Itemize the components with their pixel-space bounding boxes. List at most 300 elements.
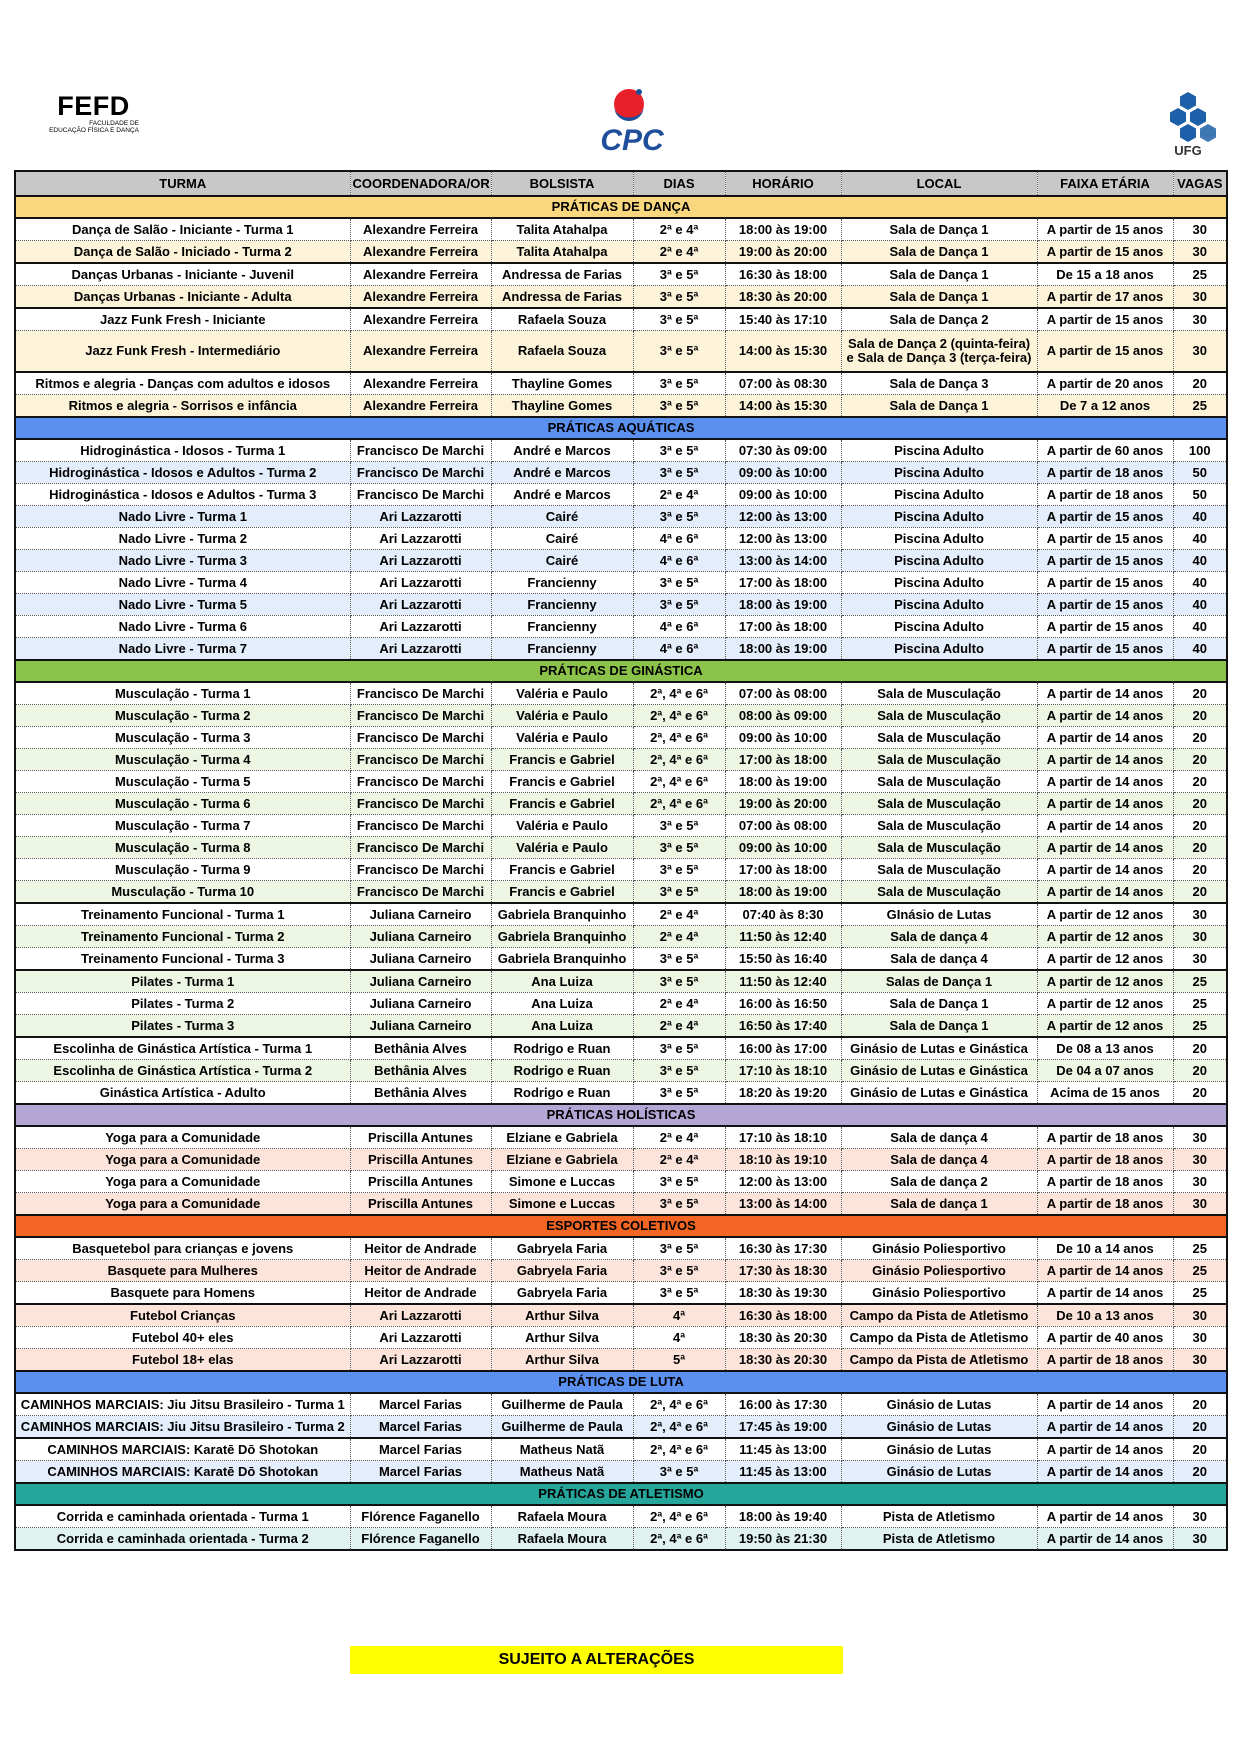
dias-cell: 3ª e 5ª bbox=[633, 837, 725, 859]
local-cell: Sala de dança 4 bbox=[841, 948, 1037, 971]
bolsista-cell: Arthur Silva bbox=[491, 1349, 633, 1372]
table-row bbox=[15, 970, 1227, 993]
faixa-etaria-cell: De 7 a 12 anos bbox=[1037, 395, 1173, 418]
local-cell: Sala de dança 4 bbox=[841, 1126, 1037, 1149]
local-cell: Sala de Musculação bbox=[841, 881, 1037, 904]
bolsista-cell: Francis e Gabriel bbox=[491, 771, 633, 793]
horario-cell: 17:00 às 18:00 bbox=[725, 572, 841, 594]
faixa-etaria-cell: A partir de 15 anos bbox=[1037, 506, 1173, 528]
vagas-cell: 40 bbox=[1173, 616, 1227, 638]
dias-cell: 2ª e 4ª bbox=[633, 903, 725, 926]
turma-cell: Hidroginástica - Idosos - Turma 1 bbox=[15, 439, 350, 462]
dias-cell: 2ª, 4ª e 6ª bbox=[633, 1505, 725, 1528]
turma-cell: Dança de Salão - Iniciante - Turma 1 bbox=[15, 218, 350, 241]
vagas-cell: 20 bbox=[1173, 859, 1227, 881]
turma-cell: Yoga para a Comunidade bbox=[15, 1171, 350, 1193]
local-cell: Piscina Adulto bbox=[841, 439, 1037, 462]
horario-cell: 17:00 às 18:00 bbox=[725, 616, 841, 638]
table-row bbox=[15, 1260, 1227, 1282]
dias-cell: 3ª e 5ª bbox=[633, 263, 725, 286]
coordenador-cell: Francisco De Marchi bbox=[350, 881, 491, 904]
bolsista-cell: Francis e Gabriel bbox=[491, 793, 633, 815]
bolsista-cell: Cairé bbox=[491, 528, 633, 550]
local-cell: GInásio de Lutas bbox=[841, 903, 1037, 926]
vagas-cell: 20 bbox=[1173, 815, 1227, 837]
bolsista-cell: Francis e Gabriel bbox=[491, 859, 633, 881]
table-row bbox=[15, 1193, 1227, 1216]
turma-cell: Pilates - Turma 2 bbox=[15, 993, 350, 1015]
dias-cell: 2ª e 4ª bbox=[633, 993, 725, 1015]
vagas-cell: 25 bbox=[1173, 1282, 1227, 1305]
coordenador-cell: Francisco De Marchi bbox=[350, 749, 491, 771]
bolsista-cell: Gabriela Branquinho bbox=[491, 926, 633, 948]
dias-cell: 3ª e 5ª bbox=[633, 881, 725, 904]
dias-cell: 2ª, 4ª e 6ª bbox=[633, 749, 725, 771]
horario-cell: 14:00 às 15:30 bbox=[725, 331, 841, 373]
vagas-cell: 20 bbox=[1173, 727, 1227, 749]
horario-cell: 17:00 às 18:00 bbox=[725, 859, 841, 881]
coordenador-cell: Ari Lazzarotti bbox=[350, 572, 491, 594]
table-row bbox=[15, 1149, 1227, 1171]
bolsista-cell: Guilherme de Paula bbox=[491, 1416, 633, 1439]
vagas-cell: 30 bbox=[1173, 1126, 1227, 1149]
faixa-etaria-cell: A partir de 14 anos bbox=[1037, 682, 1173, 705]
dias-cell: 3ª e 5ª bbox=[633, 308, 725, 331]
dias-cell: 4ª e 6ª bbox=[633, 616, 725, 638]
vagas-cell: 20 bbox=[1173, 1037, 1227, 1060]
dias-cell: 3ª e 5ª bbox=[633, 970, 725, 993]
table-row bbox=[15, 993, 1227, 1015]
horario-cell: 18:30 às 20:00 bbox=[725, 286, 841, 309]
vagas-cell: 30 bbox=[1173, 1304, 1227, 1327]
coordenador-cell: Ari Lazzarotti bbox=[350, 594, 491, 616]
local-cell: Ginásio de Lutas bbox=[841, 1461, 1037, 1484]
local-cell: Sala de dança 4 bbox=[841, 926, 1037, 948]
table-row bbox=[15, 1416, 1227, 1439]
dias-cell: 2ª, 4ª e 6ª bbox=[633, 727, 725, 749]
coordenador-cell: Ari Lazzarotti bbox=[350, 550, 491, 572]
faixa-etaria-cell: A partir de 15 anos bbox=[1037, 616, 1173, 638]
horario-cell: 07:40 às 8:30 bbox=[725, 903, 841, 926]
table-row bbox=[15, 815, 1227, 837]
bolsista-cell: Rafaela Souza bbox=[491, 308, 633, 331]
turma-cell: Musculação - Turma 6 bbox=[15, 793, 350, 815]
turma-cell: Basquete para Mulheres bbox=[15, 1260, 350, 1282]
local-cell: Sala de dança 2 bbox=[841, 1171, 1037, 1193]
dias-cell: 4ª e 6ª bbox=[633, 550, 725, 572]
bolsista-cell: Rodrigo e Ruan bbox=[491, 1082, 633, 1105]
faixa-etaria-cell: A partir de 15 anos bbox=[1037, 572, 1173, 594]
dias-cell: 2ª e 4ª bbox=[633, 484, 725, 506]
coordenador-cell: Priscilla Antunes bbox=[350, 1149, 491, 1171]
table-row bbox=[15, 395, 1227, 418]
vagas-cell: 25 bbox=[1173, 1237, 1227, 1260]
coordenador-cell: Priscilla Antunes bbox=[350, 1171, 491, 1193]
horario-cell: 18:30 às 20:30 bbox=[725, 1349, 841, 1372]
vagas-cell: 30 bbox=[1173, 241, 1227, 264]
vagas-cell: 30 bbox=[1173, 1171, 1227, 1193]
horario-cell: 12:00 às 13:00 bbox=[725, 528, 841, 550]
turma-cell: Treinamento Funcional - Turma 3 bbox=[15, 948, 350, 971]
faixa-etaria-cell: A partir de 15 anos bbox=[1037, 331, 1173, 373]
dias-cell: 2ª, 4ª e 6ª bbox=[633, 1438, 725, 1461]
header-turma: TURMA bbox=[15, 171, 350, 196]
coordenador-cell: Marcel Farias bbox=[350, 1393, 491, 1416]
turma-cell: Pilates - Turma 1 bbox=[15, 970, 350, 993]
turma-cell: Danças Urbanas - Iniciante - Juvenil bbox=[15, 263, 350, 286]
bolsista-cell: Ana Luiza bbox=[491, 1015, 633, 1038]
fefd-logo-subtitle-2: EDUCAÇÃO FÍSICA E DANÇA bbox=[49, 127, 139, 134]
dias-cell: 2ª e 4ª bbox=[633, 926, 725, 948]
table-row bbox=[15, 1438, 1227, 1461]
table-row bbox=[15, 1126, 1227, 1149]
coordenador-cell: Priscilla Antunes bbox=[350, 1193, 491, 1216]
horario-cell: 14:00 às 15:30 bbox=[725, 395, 841, 418]
faixa-etaria-cell: A partir de 14 anos bbox=[1037, 1393, 1173, 1416]
bolsista-cell: Valéria e Paulo bbox=[491, 815, 633, 837]
faixa-etaria-cell: A partir de 12 anos bbox=[1037, 993, 1173, 1015]
vagas-cell: 25 bbox=[1173, 395, 1227, 418]
local-cell: Ginásio de Lutas e Ginástica bbox=[841, 1037, 1037, 1060]
horario-cell: 17:45 às 19:00 bbox=[725, 1416, 841, 1439]
local-cell: Sala de Dança 1 bbox=[841, 263, 1037, 286]
turma-cell: Nado Livre - Turma 6 bbox=[15, 616, 350, 638]
horario-cell: 16:00 às 17:30 bbox=[725, 1393, 841, 1416]
vagas-cell: 100 bbox=[1173, 439, 1227, 462]
section-header-row bbox=[15, 1104, 1227, 1126]
horario-cell: 11:45 às 13:00 bbox=[725, 1461, 841, 1484]
turma-cell: CAMINHOS MARCIAIS: Karatē Dō Shotokan bbox=[15, 1438, 350, 1461]
horario-cell: 19:50 às 21:30 bbox=[725, 1528, 841, 1551]
turma-cell: Ginástica Artística - Adulto bbox=[15, 1082, 350, 1105]
horario-cell: 18:00 às 19:00 bbox=[725, 594, 841, 616]
horario-cell: 18:10 às 19:10 bbox=[725, 1149, 841, 1171]
horario-cell: 16:00 às 17:00 bbox=[725, 1037, 841, 1060]
cpc-logo bbox=[592, 86, 672, 158]
coordenador-cell: Francisco De Marchi bbox=[350, 859, 491, 881]
local-cell: Pista de Atletismo bbox=[841, 1528, 1037, 1551]
bolsista-cell: Valéria e Paulo bbox=[491, 682, 633, 705]
horario-cell: 16:30 às 18:00 bbox=[725, 1304, 841, 1327]
turma-cell: Escolinha de Ginástica Artística - Turma 2 bbox=[15, 1060, 350, 1082]
horario-cell: 18:30 às 19:30 bbox=[725, 1282, 841, 1305]
dias-cell: 3ª e 5ª bbox=[633, 331, 725, 373]
turma-cell: Musculação - Turma 10 bbox=[15, 881, 350, 904]
local-cell: Ginásio Poliesportivo bbox=[841, 1260, 1037, 1282]
faixa-etaria-cell: A partir de 15 anos bbox=[1037, 550, 1173, 572]
turma-cell: Corrida e caminhada orientada - Turma 2 bbox=[15, 1528, 350, 1551]
horario-cell: 18:00 às 19:00 bbox=[725, 771, 841, 793]
coordenador-cell: Alexandre Ferreira bbox=[350, 372, 491, 395]
coordenador-cell: Flórence Faganello bbox=[350, 1505, 491, 1528]
coordenador-cell: Bethânia Alves bbox=[350, 1082, 491, 1105]
schedule-table bbox=[14, 170, 1228, 1551]
coordenador-cell: Alexandre Ferreira bbox=[350, 308, 491, 331]
local-cell: Sala de Musculação bbox=[841, 859, 1037, 881]
vagas-cell: 25 bbox=[1173, 993, 1227, 1015]
dias-cell: 3ª e 5ª bbox=[633, 395, 725, 418]
turma-cell: Basquetebol para crianças e jovens bbox=[15, 1237, 350, 1260]
cpc-logo-text: CPC bbox=[600, 124, 664, 157]
horario-cell: 09:00 às 10:00 bbox=[725, 727, 841, 749]
dias-cell: 3ª e 5ª bbox=[633, 439, 725, 462]
horario-cell: 16:50 às 17:40 bbox=[725, 1015, 841, 1038]
bolsista-cell: Ana Luiza bbox=[491, 970, 633, 993]
turma-cell: Dança de Salão - Iniciado - Turma 2 bbox=[15, 241, 350, 264]
horario-cell: 19:00 às 20:00 bbox=[725, 241, 841, 264]
turma-cell: Futebol 40+ eles bbox=[15, 1327, 350, 1349]
turma-cell: Nado Livre - Turma 1 bbox=[15, 506, 350, 528]
dias-cell: 5ª bbox=[633, 1349, 725, 1372]
table-row bbox=[15, 1349, 1227, 1372]
bolsista-cell: Francienny bbox=[491, 572, 633, 594]
local-line-1: Sala de Dança 2 (quinta-feira) bbox=[847, 336, 1031, 351]
faixa-etaria-cell: De 04 a 07 anos bbox=[1037, 1060, 1173, 1082]
table-row bbox=[15, 771, 1227, 793]
section-title: PRÁTICAS HOLÍSTICAS bbox=[15, 1104, 1227, 1126]
bolsista-cell: Gabryela Faria bbox=[491, 1237, 633, 1260]
dias-cell: 2ª, 4ª e 6ª bbox=[633, 705, 725, 727]
local-cell: Piscina Adulto bbox=[841, 572, 1037, 594]
faixa-etaria-cell: A partir de 14 anos bbox=[1037, 1438, 1173, 1461]
dias-cell: 3ª e 5ª bbox=[633, 506, 725, 528]
faixa-etaria-cell: A partir de 60 anos bbox=[1037, 439, 1173, 462]
vagas-cell: 25 bbox=[1173, 263, 1227, 286]
coordenador-cell: Alexandre Ferreira bbox=[350, 218, 491, 241]
table-header-row bbox=[15, 171, 1227, 196]
bolsista-cell: André e Marcos bbox=[491, 439, 633, 462]
vagas-cell: 30 bbox=[1173, 331, 1227, 373]
section-header-row bbox=[15, 417, 1227, 439]
section-title: PRÁTICAS DE ATLETISMO bbox=[15, 1483, 1227, 1505]
dias-cell: 3ª e 5ª bbox=[633, 948, 725, 971]
vagas-cell: 30 bbox=[1173, 1505, 1227, 1528]
table-row bbox=[15, 926, 1227, 948]
faixa-etaria-cell: A partir de 15 anos bbox=[1037, 218, 1173, 241]
bolsista-cell: Talita Atahalpa bbox=[491, 218, 633, 241]
vagas-cell: 20 bbox=[1173, 1060, 1227, 1082]
local-cell: Ginásio de Lutas bbox=[841, 1416, 1037, 1439]
faixa-etaria-cell: A partir de 18 anos bbox=[1037, 1171, 1173, 1193]
table-row bbox=[15, 903, 1227, 926]
turma-cell: Musculação - Turma 9 bbox=[15, 859, 350, 881]
local-cell: Piscina Adulto bbox=[841, 550, 1037, 572]
faixa-etaria-cell: A partir de 14 anos bbox=[1037, 837, 1173, 859]
faixa-etaria-cell: A partir de 15 anos bbox=[1037, 594, 1173, 616]
vagas-cell: 20 bbox=[1173, 1416, 1227, 1439]
faixa-etaria-cell: A partir de 14 anos bbox=[1037, 1260, 1173, 1282]
faixa-etaria-cell: A partir de 18 anos bbox=[1037, 1149, 1173, 1171]
faixa-etaria-cell: A partir de 18 anos bbox=[1037, 1349, 1173, 1372]
local-cell: Sala de Dança 3 bbox=[841, 372, 1037, 395]
section-header-row bbox=[15, 1371, 1227, 1393]
local-cell: Salas de Dança 1 bbox=[841, 970, 1037, 993]
vagas-cell: 40 bbox=[1173, 528, 1227, 550]
table-row bbox=[15, 308, 1227, 331]
coordenador-cell: Heitor de Andrade bbox=[350, 1237, 491, 1260]
local-cell: Campo da Pista de Atletismo bbox=[841, 1304, 1037, 1327]
local-cell: Sala de Musculação bbox=[841, 815, 1037, 837]
horario-cell: 11:50 às 12:40 bbox=[725, 926, 841, 948]
local-cell: Sala de Musculação bbox=[841, 682, 1037, 705]
table-row bbox=[15, 1505, 1227, 1528]
coordenador-cell: Juliana Carneiro bbox=[350, 1015, 491, 1038]
turma-cell: Nado Livre - Turma 2 bbox=[15, 528, 350, 550]
horario-cell: 11:50 às 12:40 bbox=[725, 970, 841, 993]
dias-cell: 2ª, 4ª e 6ª bbox=[633, 1393, 725, 1416]
turma-cell: CAMINHOS MARCIAIS: Jiu Jitsu Brasileiro - Turma 1 bbox=[15, 1393, 350, 1416]
local-cell: Sala de Dança 1 bbox=[841, 241, 1037, 264]
coordenador-cell: Francisco De Marchi bbox=[350, 682, 491, 705]
table-row bbox=[15, 241, 1227, 264]
local-cell: Sala de Dança 1 bbox=[841, 395, 1037, 418]
ufg-logo bbox=[1160, 90, 1216, 160]
coordenador-cell: Juliana Carneiro bbox=[350, 970, 491, 993]
dias-cell: 3ª e 5ª bbox=[633, 1037, 725, 1060]
coordenador-cell: Ari Lazzarotti bbox=[350, 1304, 491, 1327]
bolsista-cell: Rafaela Moura bbox=[491, 1505, 633, 1528]
vagas-cell: 50 bbox=[1173, 462, 1227, 484]
coordenador-cell: Francisco De Marchi bbox=[350, 815, 491, 837]
turma-cell: Yoga para a Comunidade bbox=[15, 1126, 350, 1149]
turma-cell: Hidroginástica - Idosos e Adultos - Turma 3 bbox=[15, 484, 350, 506]
local-cell: Piscina Adulto bbox=[841, 638, 1037, 661]
turma-cell: Ritmos e alegria - Danças com adultos e idosos bbox=[15, 372, 350, 395]
local-cell: Sala de Musculação bbox=[841, 837, 1037, 859]
bolsista-cell: André e Marcos bbox=[491, 462, 633, 484]
fefd-logo-title: FEFD bbox=[57, 91, 130, 121]
vagas-cell: 30 bbox=[1173, 308, 1227, 331]
turma-cell: Corrida e caminhada orientada - Turma 1 bbox=[15, 1505, 350, 1528]
faixa-etaria-cell: A partir de 15 anos bbox=[1037, 308, 1173, 331]
coordenador-cell: Marcel Farias bbox=[350, 1438, 491, 1461]
turma-cell: Treinamento Funcional - Turma 1 bbox=[15, 903, 350, 926]
header-local: LOCAL bbox=[841, 171, 1037, 196]
vagas-cell: 40 bbox=[1173, 594, 1227, 616]
local-cell: Sala de Dança 1 bbox=[841, 993, 1037, 1015]
table-row bbox=[15, 727, 1227, 749]
local-cell: Ginásio de Lutas e Ginástica bbox=[841, 1060, 1037, 1082]
table-row bbox=[15, 859, 1227, 881]
local-cell: Sala de Dança 1 bbox=[841, 1015, 1037, 1038]
bolsista-cell: Matheus Natã bbox=[491, 1461, 633, 1484]
turma-cell: Musculação - Turma 7 bbox=[15, 815, 350, 837]
horario-cell: 13:00 às 14:00 bbox=[725, 1193, 841, 1216]
vagas-cell: 20 bbox=[1173, 682, 1227, 705]
vagas-cell: 20 bbox=[1173, 1438, 1227, 1461]
table-row bbox=[15, 1461, 1227, 1484]
table-row bbox=[15, 263, 1227, 286]
table-row bbox=[15, 1060, 1227, 1082]
turma-cell: Treinamento Funcional - Turma 2 bbox=[15, 926, 350, 948]
faixa-etaria-cell: A partir de 14 anos bbox=[1037, 881, 1173, 904]
header-horario: HORÁRIO bbox=[725, 171, 841, 196]
bolsista-cell: Cairé bbox=[491, 550, 633, 572]
bolsista-cell: Gabryela Faria bbox=[491, 1282, 633, 1305]
dias-cell: 2ª e 4ª bbox=[633, 1126, 725, 1149]
faixa-etaria-cell: A partir de 12 anos bbox=[1037, 970, 1173, 993]
vagas-cell: 30 bbox=[1173, 286, 1227, 309]
coordenador-cell: Marcel Farias bbox=[350, 1416, 491, 1439]
turma-cell: Musculação - Turma 5 bbox=[15, 771, 350, 793]
bolsista-cell: Gabriela Branquinho bbox=[491, 903, 633, 926]
bolsista-cell: Thayline Gomes bbox=[491, 372, 633, 395]
dias-cell: 3ª e 5ª bbox=[633, 1282, 725, 1305]
coordenador-cell: Juliana Carneiro bbox=[350, 926, 491, 948]
bolsista-cell: Thayline Gomes bbox=[491, 395, 633, 418]
turma-cell: Danças Urbanas - Iniciante - Adulta bbox=[15, 286, 350, 309]
faixa-etaria-cell: A partir de 12 anos bbox=[1037, 1015, 1173, 1038]
dias-cell: 3ª e 5ª bbox=[633, 594, 725, 616]
dias-cell: 2ª, 4ª e 6ª bbox=[633, 682, 725, 705]
table-row bbox=[15, 616, 1227, 638]
turma-cell: Futebol Crianças bbox=[15, 1304, 350, 1327]
faixa-etaria-cell: De 10 a 13 anos bbox=[1037, 1304, 1173, 1327]
turma-cell: Yoga para a Comunidade bbox=[15, 1193, 350, 1216]
coordenador-cell: Juliana Carneiro bbox=[350, 993, 491, 1015]
horario-cell: 08:00 às 09:00 bbox=[725, 705, 841, 727]
section-header-row bbox=[15, 660, 1227, 682]
local-cell: Campo da Pista de Atletismo bbox=[841, 1327, 1037, 1349]
faixa-etaria-cell: De 08 a 13 anos bbox=[1037, 1037, 1173, 1060]
coordenador-cell: Francisco De Marchi bbox=[350, 439, 491, 462]
dias-cell: 2ª e 4ª bbox=[633, 218, 725, 241]
table-row bbox=[15, 1282, 1227, 1305]
horario-cell: 19:00 às 20:00 bbox=[725, 793, 841, 815]
local-cell: Sala de Musculação bbox=[841, 705, 1037, 727]
faixa-etaria-cell: De 15 a 18 anos bbox=[1037, 263, 1173, 286]
dias-cell: 4ª e 6ª bbox=[633, 638, 725, 661]
faixa-etaria-cell: A partir de 20 anos bbox=[1037, 372, 1173, 395]
vagas-cell: 40 bbox=[1173, 550, 1227, 572]
coordenador-cell: Alexandre Ferreira bbox=[350, 286, 491, 309]
dias-cell: 3ª e 5ª bbox=[633, 1461, 725, 1484]
bolsista-cell: Gabriela Branquinho bbox=[491, 948, 633, 971]
table-row bbox=[15, 372, 1227, 395]
section-title: PRÁTICAS DE LUTA bbox=[15, 1371, 1227, 1393]
coordenador-cell: Francisco De Marchi bbox=[350, 705, 491, 727]
turma-cell: Hidroginástica - Idosos e Adultos - Turma 2 bbox=[15, 462, 350, 484]
faixa-etaria-cell: A partir de 12 anos bbox=[1037, 948, 1173, 971]
bolsista-cell: André e Marcos bbox=[491, 484, 633, 506]
vagas-cell: 30 bbox=[1173, 1528, 1227, 1551]
table-row bbox=[15, 1082, 1227, 1105]
vagas-cell: 20 bbox=[1173, 793, 1227, 815]
bolsista-cell: Francienny bbox=[491, 638, 633, 661]
coordenador-cell: Ari Lazzarotti bbox=[350, 616, 491, 638]
faixa-etaria-cell: A partir de 14 anos bbox=[1037, 1282, 1173, 1305]
bolsista-cell: Andressa de Farias bbox=[491, 263, 633, 286]
faixa-etaria-cell: A partir de 14 anos bbox=[1037, 793, 1173, 815]
bolsista-cell: Rodrigo e Ruan bbox=[491, 1060, 633, 1082]
coordenador-cell: Alexandre Ferreira bbox=[350, 263, 491, 286]
horario-cell: 09:00 às 10:00 bbox=[725, 462, 841, 484]
faixa-etaria-cell: A partir de 12 anos bbox=[1037, 903, 1173, 926]
dias-cell: 3ª e 5ª bbox=[633, 462, 725, 484]
table-row bbox=[15, 484, 1227, 506]
faixa-etaria-cell: A partir de 18 anos bbox=[1037, 1193, 1173, 1216]
local-cell: Sala de dança 1 bbox=[841, 1193, 1037, 1216]
local-cell: Ginásio Poliesportivo bbox=[841, 1282, 1037, 1305]
section-header-row bbox=[15, 1483, 1227, 1505]
vagas-cell: 20 bbox=[1173, 881, 1227, 904]
local-cell: Piscina Adulto bbox=[841, 616, 1037, 638]
horario-cell: 18:00 às 19:00 bbox=[725, 638, 841, 661]
faixa-etaria-cell: A partir de 14 anos bbox=[1037, 749, 1173, 771]
coordenador-cell: Juliana Carneiro bbox=[350, 948, 491, 971]
local-cell: Campo da Pista de Atletismo bbox=[841, 1349, 1037, 1372]
schedule-body bbox=[15, 196, 1227, 1550]
